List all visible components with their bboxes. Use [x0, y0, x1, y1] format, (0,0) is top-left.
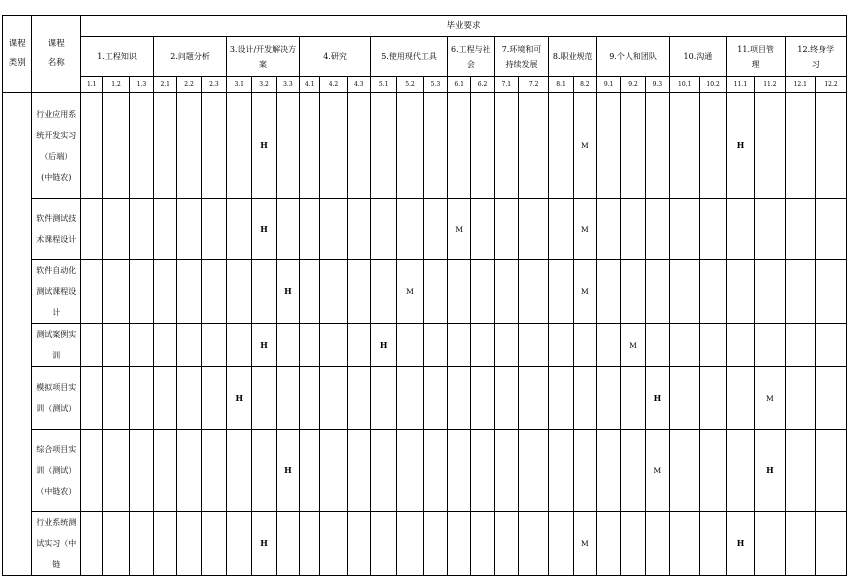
support-level-cell	[471, 93, 494, 199]
support-level-cell	[154, 512, 177, 576]
support-level-cell	[755, 324, 785, 367]
support-level-cell	[700, 367, 726, 430]
requirement-index: 4.1	[300, 77, 320, 93]
support-level-cell	[670, 367, 700, 430]
course-name	[32, 93, 81, 199]
support-level-cell	[670, 260, 700, 324]
support-level-cell	[320, 430, 347, 512]
support-level-cell	[494, 93, 518, 199]
requirement-group-10	[670, 37, 727, 77]
support-level-cell	[670, 430, 700, 512]
support-level-cell	[471, 367, 494, 430]
support-level-cell	[201, 93, 226, 199]
support-level-cell	[494, 324, 518, 367]
requirement-index: 9.3	[645, 77, 669, 93]
support-level-cell	[785, 260, 815, 324]
support-level-cell	[597, 324, 621, 367]
support-level-cell	[347, 93, 370, 199]
support-level-cell	[726, 260, 754, 324]
requirement-group-label: 6.工程与社会	[451, 44, 491, 69]
support-level-cell	[700, 512, 726, 576]
support-level-cell	[785, 324, 815, 367]
support-level-cell	[423, 367, 447, 430]
support-level-cell	[645, 199, 669, 260]
requirement-index: 12.2	[815, 77, 846, 93]
support-level-cell	[670, 199, 700, 260]
support-level-cell	[300, 324, 320, 367]
support-level-cell	[597, 93, 621, 199]
requirement-index: 1.3	[129, 77, 153, 93]
requirement-index: 2.1	[154, 77, 177, 93]
support-level-cell	[397, 324, 423, 367]
support-level-cell	[549, 260, 573, 324]
support-level-cell	[597, 430, 621, 512]
support-level-cell	[645, 324, 669, 367]
support-level-cell	[81, 430, 103, 512]
support-level-cell	[201, 512, 226, 576]
requirement-index: 11.1	[726, 77, 754, 93]
graduation-requirements-title: 毕业要求	[81, 16, 847, 37]
support-level-cell	[201, 199, 226, 260]
support-level-cell	[423, 512, 447, 576]
support-level-cell	[471, 260, 494, 324]
support-level-cell	[423, 199, 447, 260]
requirement-index: 5.3	[423, 77, 447, 93]
support-level-cell	[154, 93, 177, 199]
course-name-text: 行业系统测试实习（中链	[36, 518, 77, 569]
support-level-cell: M	[755, 367, 785, 430]
support-level-cell	[573, 430, 596, 512]
requirement-group-label: 8.职业规范	[552, 52, 593, 61]
support-level-cell	[700, 324, 726, 367]
support-level-cell	[423, 324, 447, 367]
support-level-cell	[177, 430, 201, 512]
course-row	[3, 260, 847, 324]
support-level-cell	[621, 430, 645, 512]
support-level-cell	[621, 367, 645, 430]
support-level-cell	[103, 512, 129, 576]
support-level-cell	[549, 430, 573, 512]
support-level-cell	[549, 93, 573, 199]
header-row-indices	[3, 77, 847, 93]
support-level-cell	[597, 199, 621, 260]
support-level-cell	[300, 93, 320, 199]
support-level-cell	[518, 199, 548, 260]
support-level-cell	[700, 199, 726, 260]
support-level-cell	[621, 260, 645, 324]
course-name	[32, 512, 81, 576]
support-level-cell	[670, 324, 700, 367]
support-level-cell	[300, 512, 320, 576]
requirement-group-9	[597, 37, 670, 77]
support-level-cell	[597, 367, 621, 430]
requirement-index: 1.2	[103, 77, 129, 93]
requirement-group-8	[549, 37, 597, 77]
header-row-requirements	[3, 16, 847, 37]
support-level-cell: M	[645, 430, 669, 512]
course-category-cell	[3, 93, 32, 576]
course-header-text: 课程名称	[47, 39, 65, 68]
support-level-cell	[471, 512, 494, 576]
requirement-index: 6.1	[448, 77, 471, 93]
support-level-cell	[494, 430, 518, 512]
support-level-cell	[81, 324, 103, 367]
support-level-cell	[347, 324, 370, 367]
support-level-cell	[815, 367, 846, 430]
support-level-cell	[815, 93, 846, 199]
support-level-cell	[347, 512, 370, 576]
support-level-cell	[573, 367, 596, 430]
support-level-cell	[645, 512, 669, 576]
requirement-index: 8.1	[549, 77, 573, 93]
support-level-cell	[755, 512, 785, 576]
support-level-cell: H	[276, 260, 299, 324]
support-level-cell	[423, 260, 447, 324]
support-level-cell	[129, 430, 153, 512]
support-level-cell	[227, 430, 252, 512]
support-level-cell	[276, 93, 299, 199]
support-level-cell	[129, 199, 153, 260]
support-level-cell	[300, 199, 320, 260]
support-level-cell	[518, 512, 548, 576]
support-level-cell	[370, 260, 396, 324]
support-level-cell	[227, 512, 252, 576]
support-level-cell	[177, 512, 201, 576]
requirement-index: 4.3	[347, 77, 370, 93]
requirement-group-label: 7.环境和可持续发展	[501, 44, 542, 69]
support-level-cell: H	[252, 324, 276, 367]
support-level-cell	[347, 430, 370, 512]
support-level-cell: H	[276, 430, 299, 512]
support-level-cell	[370, 199, 396, 260]
support-level-cell	[448, 512, 471, 576]
requirement-index: 9.1	[597, 77, 621, 93]
support-level-cell	[397, 512, 423, 576]
support-level-cell	[494, 199, 518, 260]
support-level-cell	[785, 93, 815, 199]
support-level-cell	[815, 199, 846, 260]
support-level-cell	[252, 260, 276, 324]
support-level-cell	[621, 199, 645, 260]
course-name	[32, 199, 81, 260]
category-header	[3, 16, 32, 93]
support-level-cell	[494, 512, 518, 576]
support-level-cell	[448, 324, 471, 367]
requirement-group-label: 4.研究	[323, 52, 347, 61]
support-level-cell	[423, 93, 447, 199]
support-level-cell	[518, 93, 548, 199]
support-level-cell	[370, 430, 396, 512]
support-level-cell	[423, 430, 447, 512]
support-level-cell	[81, 512, 103, 576]
support-level-cell	[177, 260, 201, 324]
support-level-cell	[129, 367, 153, 430]
support-level-cell: M	[573, 199, 596, 260]
support-level-cell	[494, 260, 518, 324]
support-level-cell	[201, 260, 226, 324]
course-name	[32, 260, 81, 324]
support-level-cell	[785, 430, 815, 512]
requirement-group-label: 2.问题分析	[170, 52, 210, 61]
support-level-cell	[471, 324, 494, 367]
requirement-group-label: 12.终身学习	[797, 44, 835, 69]
support-level-cell	[518, 367, 548, 430]
requirement-index: 1.1	[81, 77, 103, 93]
support-level-cell	[320, 512, 347, 576]
course-name-text: 综合项目实训（测试）（中链农）	[36, 445, 77, 496]
support-level-cell	[276, 512, 299, 576]
support-level-cell: H	[370, 324, 396, 367]
support-level-cell	[276, 199, 299, 260]
requirement-index: 7.1	[494, 77, 518, 93]
requirement-index: 8.2	[573, 77, 596, 93]
requirement-index: 5.2	[397, 77, 423, 93]
requirement-index: 2.2	[177, 77, 201, 93]
course-name-text: 模拟项目实训（测试）	[36, 383, 77, 413]
support-level-cell	[518, 260, 548, 324]
support-level-cell	[103, 367, 129, 430]
support-level-cell	[726, 324, 754, 367]
requirement-index: 2.3	[201, 77, 226, 93]
course-name	[32, 367, 81, 430]
support-level-cell	[370, 93, 396, 199]
support-level-cell	[252, 367, 276, 430]
support-level-cell: H	[645, 367, 669, 430]
support-level-cell	[300, 260, 320, 324]
support-level-cell	[347, 199, 370, 260]
requirement-group-label: 1.工程知识	[97, 52, 137, 61]
support-level-cell	[785, 199, 815, 260]
course-row	[3, 93, 847, 199]
support-level-cell	[471, 199, 494, 260]
support-level-cell	[252, 430, 276, 512]
support-level-cell	[815, 512, 846, 576]
support-level-cell	[755, 199, 785, 260]
graduation-requirements-matrix	[2, 15, 847, 576]
support-level-cell	[700, 430, 726, 512]
course-row	[3, 367, 847, 430]
support-level-cell	[300, 367, 320, 430]
support-level-cell: M	[573, 260, 596, 324]
requirement-group-label: 3.设计/开发解决方案	[229, 44, 297, 69]
course-name-text: 软件测试技术课程设计	[36, 214, 77, 244]
support-level-cell	[227, 199, 252, 260]
course-name	[32, 430, 81, 512]
support-level-cell	[785, 367, 815, 430]
support-level-cell	[670, 512, 700, 576]
support-level-cell	[670, 93, 700, 199]
support-level-cell	[726, 199, 754, 260]
support-level-cell	[81, 199, 103, 260]
support-level-cell	[700, 93, 726, 199]
requirement-index: 5.1	[370, 77, 396, 93]
support-level-cell	[448, 93, 471, 199]
support-level-cell	[549, 367, 573, 430]
support-level-cell	[726, 430, 754, 512]
support-level-cell: H	[755, 430, 785, 512]
support-level-cell	[201, 430, 226, 512]
support-level-cell	[518, 430, 548, 512]
support-level-cell	[154, 324, 177, 367]
requirement-group-label: 11.项目管理	[737, 44, 775, 69]
requirement-group-2	[154, 37, 227, 77]
course-name-text: 软件自动化测试课程设计	[36, 266, 77, 317]
requirement-index: 10.1	[670, 77, 700, 93]
support-level-cell	[448, 367, 471, 430]
support-level-cell	[129, 512, 153, 576]
support-level-cell	[320, 199, 347, 260]
requirement-index: 7.2	[518, 77, 548, 93]
support-level-cell	[154, 260, 177, 324]
requirement-group-1	[81, 37, 154, 77]
support-level-cell	[471, 430, 494, 512]
support-level-cell	[81, 367, 103, 430]
header-row-groups	[3, 37, 847, 77]
support-level-cell	[320, 260, 347, 324]
course-row	[3, 512, 847, 576]
support-level-cell	[597, 260, 621, 324]
support-level-cell	[177, 324, 201, 367]
course-row	[3, 324, 847, 367]
support-level-cell	[320, 93, 347, 199]
requirement-group-label: 10.沟通	[683, 52, 713, 61]
support-level-cell	[549, 512, 573, 576]
support-level-cell	[549, 199, 573, 260]
support-level-cell	[597, 512, 621, 576]
course-row	[3, 199, 847, 260]
support-level-cell	[621, 93, 645, 199]
support-level-cell: H	[726, 93, 754, 199]
support-level-cell	[397, 430, 423, 512]
support-level-cell	[129, 93, 153, 199]
support-level-cell	[397, 367, 423, 430]
course-name-text: 测试案例实训	[36, 330, 77, 360]
course-header	[32, 16, 81, 93]
requirement-index: 12.1	[785, 77, 815, 93]
support-level-cell	[300, 430, 320, 512]
support-level-cell	[320, 367, 347, 430]
requirement-index: 3.1	[227, 77, 252, 93]
support-level-cell	[397, 199, 423, 260]
support-level-cell: H	[252, 199, 276, 260]
support-level-cell	[518, 324, 548, 367]
requirement-index: 4.2	[320, 77, 347, 93]
support-level-cell	[276, 367, 299, 430]
requirement-index: 11.2	[755, 77, 785, 93]
support-level-cell	[815, 430, 846, 512]
support-level-cell	[129, 260, 153, 324]
support-level-cell	[755, 260, 785, 324]
support-level-cell	[573, 324, 596, 367]
support-level-cell: H	[227, 367, 252, 430]
support-level-cell	[103, 324, 129, 367]
support-level-cell	[81, 93, 103, 199]
support-level-cell	[103, 430, 129, 512]
support-level-cell	[320, 324, 347, 367]
support-level-cell	[103, 93, 129, 199]
support-level-cell	[370, 512, 396, 576]
support-level-cell	[815, 324, 846, 367]
requirement-index: 3.3	[276, 77, 299, 93]
support-level-cell: H	[252, 512, 276, 576]
requirement-group-label: 9.个人和团队	[609, 52, 657, 61]
course-name	[32, 324, 81, 367]
requirement-group-label: 5.使用现代工具	[381, 52, 437, 61]
support-level-cell	[201, 367, 226, 430]
support-level-cell	[370, 367, 396, 430]
support-level-cell	[201, 324, 226, 367]
support-level-cell	[621, 512, 645, 576]
support-level-cell	[154, 430, 177, 512]
requirement-index: 6.2	[471, 77, 494, 93]
support-level-cell	[154, 199, 177, 260]
support-level-cell	[177, 367, 201, 430]
support-level-cell	[755, 93, 785, 199]
support-level-cell	[276, 324, 299, 367]
support-level-cell	[227, 324, 252, 367]
requirement-group-5	[370, 37, 447, 77]
requirement-group-3	[227, 37, 300, 77]
support-level-cell	[448, 430, 471, 512]
support-level-cell	[129, 324, 153, 367]
support-level-cell	[347, 367, 370, 430]
support-level-cell	[645, 260, 669, 324]
support-level-cell: M	[573, 512, 596, 576]
support-level-cell	[700, 260, 726, 324]
support-level-cell	[494, 367, 518, 430]
support-level-cell: M	[621, 324, 645, 367]
support-level-cell	[177, 199, 201, 260]
support-level-cell	[549, 324, 573, 367]
support-level-cell	[645, 93, 669, 199]
requirement-group-4	[300, 37, 371, 77]
support-level-cell	[227, 260, 252, 324]
requirement-group-12	[785, 37, 846, 77]
support-level-cell	[448, 260, 471, 324]
support-level-cell: H	[252, 93, 276, 199]
category-header-text: 课程类别	[8, 39, 26, 68]
course-name-text: 行业应用系统开发实习（后端）(中链农)	[36, 109, 77, 182]
support-level-cell: M	[573, 93, 596, 199]
support-level-cell	[81, 260, 103, 324]
support-level-cell	[154, 367, 177, 430]
requirement-index: 3.2	[252, 77, 276, 93]
support-level-cell	[726, 367, 754, 430]
requirement-group-7	[494, 37, 549, 77]
support-level-cell	[785, 512, 815, 576]
requirement-group-11	[726, 37, 785, 77]
requirement-index: 10.2	[700, 77, 726, 93]
support-level-cell: M	[448, 199, 471, 260]
support-level-cell	[103, 199, 129, 260]
requirement-group-6	[448, 37, 495, 77]
support-level-cell	[397, 93, 423, 199]
support-level-cell	[227, 93, 252, 199]
support-level-cell	[177, 93, 201, 199]
support-level-cell: M	[397, 260, 423, 324]
support-level-cell	[347, 260, 370, 324]
requirement-index: 9.2	[621, 77, 645, 93]
support-level-cell	[103, 260, 129, 324]
course-row	[3, 430, 847, 512]
support-level-cell: H	[726, 512, 754, 576]
support-level-cell	[815, 260, 846, 324]
